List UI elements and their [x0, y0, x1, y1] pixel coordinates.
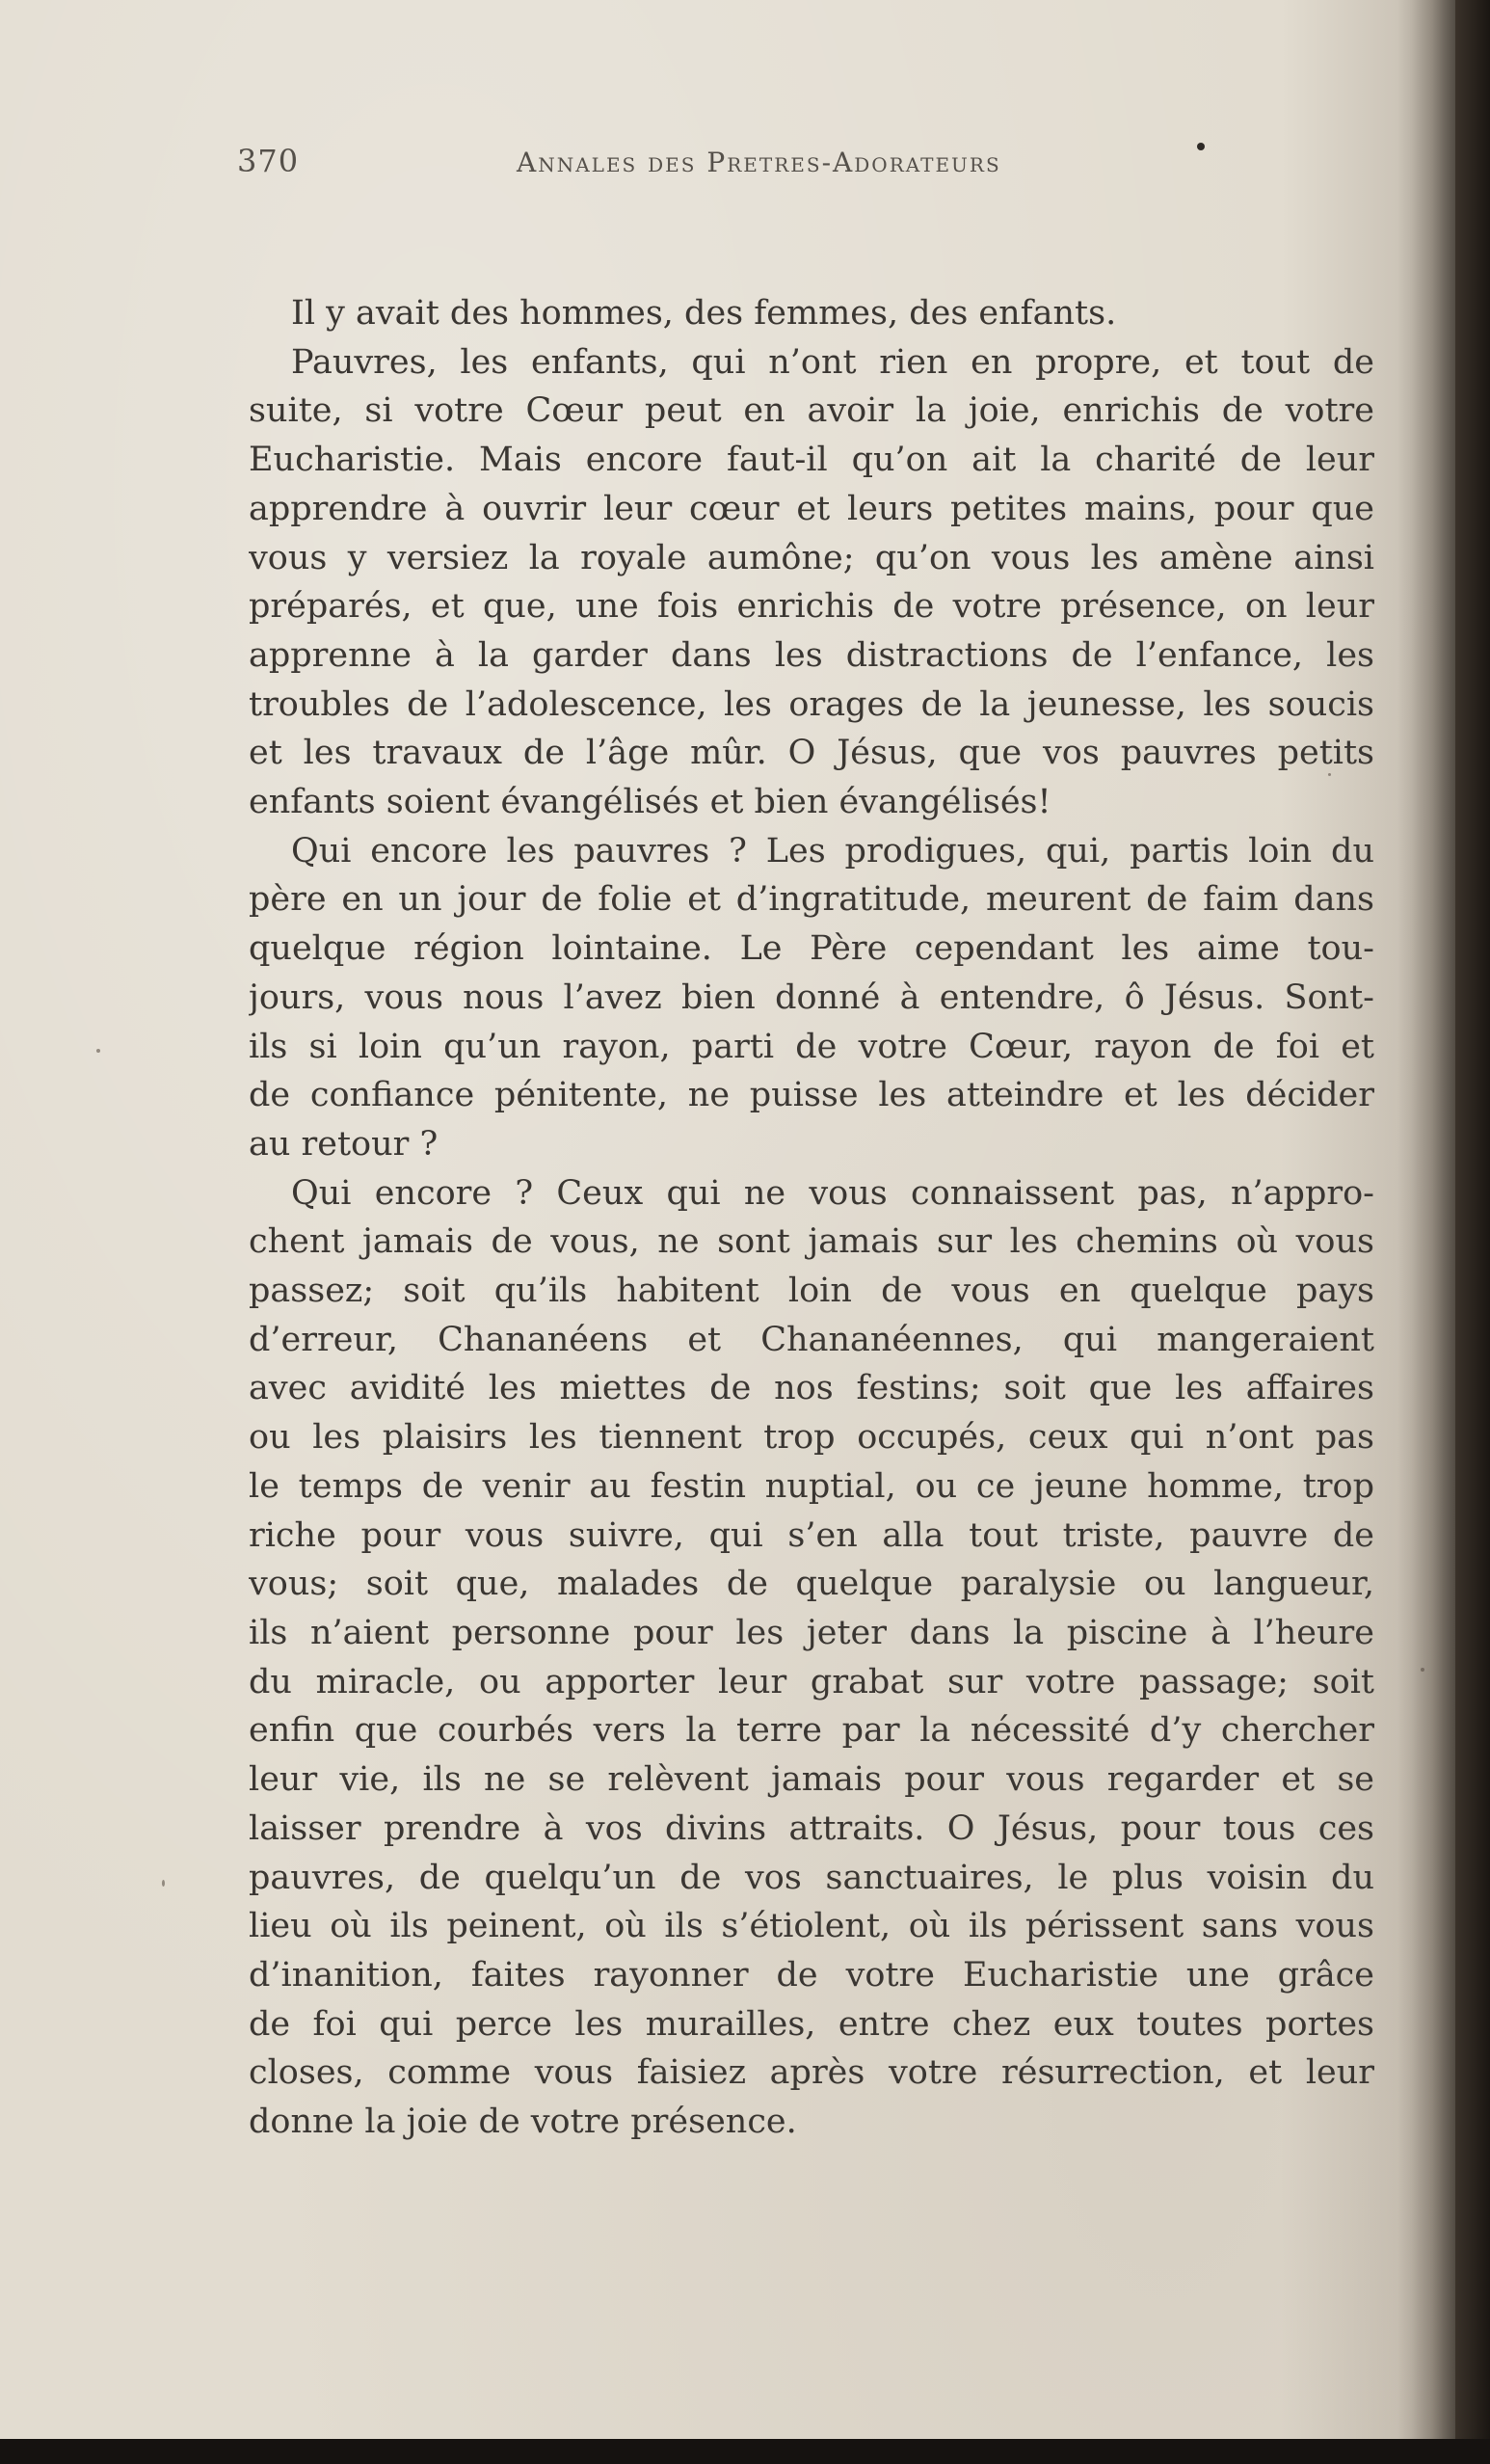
body-text: [249, 289, 1374, 2147]
text-line: donne la joie de votre présence.: [249, 2102, 797, 2142]
text-line: chent jamais de vous, ne sont jamais sur les chemins où vous: [249, 1222, 1374, 1262]
text-line: ils n’aient personne pour les jeter dans la piscine à l’heure: [249, 1613, 1374, 1652]
text-line: troubles de l’adolescence, les orages de la jeunesse, les soucis: [249, 684, 1374, 724]
text-line: le temps de venir au festin nuptial, ou ce jeune homme, trop: [249, 1466, 1374, 1506]
text-line: ils si loin qu’un rayon, parti de votre Cœur, rayon de foi et: [249, 1027, 1374, 1066]
text-line: de confiance pénitente, ne puisse les atteindre et les décider: [249, 1076, 1374, 1115]
text-line: lieu où ils peinent, où ils s’étiolent, où ils périssent sans vous: [249, 1907, 1374, 1946]
text-line: Eucharistie. Mais encore faut-il qu’on ait la charité de leur: [249, 441, 1374, 480]
text-line: vous; soit que, malades de quelque paralysie ou langueur,: [249, 1565, 1374, 1604]
book-edge-bottom: [0, 2439, 1490, 2464]
text-line: préparés, et que, une fois enrichis de votre présence, on leur: [249, 587, 1374, 627]
page-number: 370: [237, 143, 300, 179]
text-line: Il y avait des hommes, des femmes, des enfants.: [291, 294, 1117, 333]
paragraph: [249, 827, 1374, 1169]
running-title: Annales des Pretres-Adorateurs: [517, 147, 1001, 178]
text-line: suite, si votre Cœur peut en avoir la joie, enrichis de votre: [249, 391, 1374, 431]
text-line: avec avidité les miettes de nos festins; soit que les affaires: [249, 1369, 1374, 1408]
ink-dot: [1197, 143, 1205, 150]
text-line: père en un jour de folie et d’ingratitude, meurent de faim dans: [249, 880, 1374, 920]
text-line: du miracle, ou apporter leur grabat sur votre passage; soit: [249, 1662, 1374, 1701]
text-line: d’inanition, faites rayonner de votre Eucharistie une grâce: [249, 1955, 1374, 1995]
paragraph: [249, 289, 1374, 338]
paragraph: [249, 338, 1374, 827]
text-line: apprendre à ouvrir leur cœur et leurs petites mains, pour que: [249, 489, 1374, 528]
text-line: de foi qui perce les murailles, entre chez eux toutes portes: [249, 2004, 1374, 2044]
paper-speck: [96, 1049, 100, 1053]
text-line: pauvres, de quelqu’un de vos sanctuaires, le plus voisin du: [249, 1858, 1374, 1897]
paper-speck: [162, 1880, 165, 1887]
text-line: quelque région lointaine. Le Père cependant les aime tou-: [249, 929, 1374, 969]
text-line: closes, comme vous faisiez après votre résurrection, et leur: [249, 2053, 1374, 2093]
text-line: apprenne à la garder dans les distractions de l’enfance, les: [249, 635, 1374, 675]
text-line: laisser prendre à vos divins attraits. O Jésus, pour tous ces: [249, 1808, 1374, 1848]
text-line: passez; soit qu’ils habitent loin de vous en quelque pays: [249, 1272, 1374, 1311]
text-line: ou les plaisirs les tiennent trop occupés, ceux qui n’ont pas: [249, 1418, 1374, 1458]
text-line: enfin que courbés vers la terre par la nécessité d’y chercher: [249, 1711, 1374, 1751]
text-line: enfants soient évangélisés et bien évangélisés!: [249, 783, 1051, 822]
text-line: Pauvres, les enfants, qui n’ont rien en propre, et tout de: [291, 342, 1374, 382]
text-line: et les travaux de l’âge mûr. O Jésus, que vos pauvres petits: [249, 734, 1374, 773]
text-line: leur vie, ils ne se relèvent jamais pour vous regarder et se: [249, 1760, 1374, 1800]
spine-shadow: [1397, 0, 1455, 2439]
text-line: au retour ?: [249, 1124, 439, 1164]
text-line: d’erreur, Chananéens et Chananéennes, qui mangeraient: [249, 1320, 1374, 1359]
paragraph: [249, 1169, 1374, 2147]
text-line: vous y versiez la royale aumône; qu’on vous les amène ainsi: [249, 538, 1374, 577]
paper-speck: [1421, 1668, 1424, 1672]
text-line: Qui encore les pauvres ? Les prodigues, qui, partis loin du: [291, 831, 1374, 870]
text-line: jours, vous nous l’avez bien donné à entendre, ô Jésus. Sont-: [249, 978, 1374, 1017]
paper-speck: [1328, 773, 1331, 776]
running-header: [237, 143, 1124, 191]
text-line: riche pour vous suivre, qui s’en alla tout triste, pauvre de: [249, 1515, 1374, 1555]
text-line: Qui encore ? Ceux qui ne vous connaissent pas, n’appro-: [291, 1173, 1374, 1213]
book-edge-right: [1455, 0, 1490, 2464]
